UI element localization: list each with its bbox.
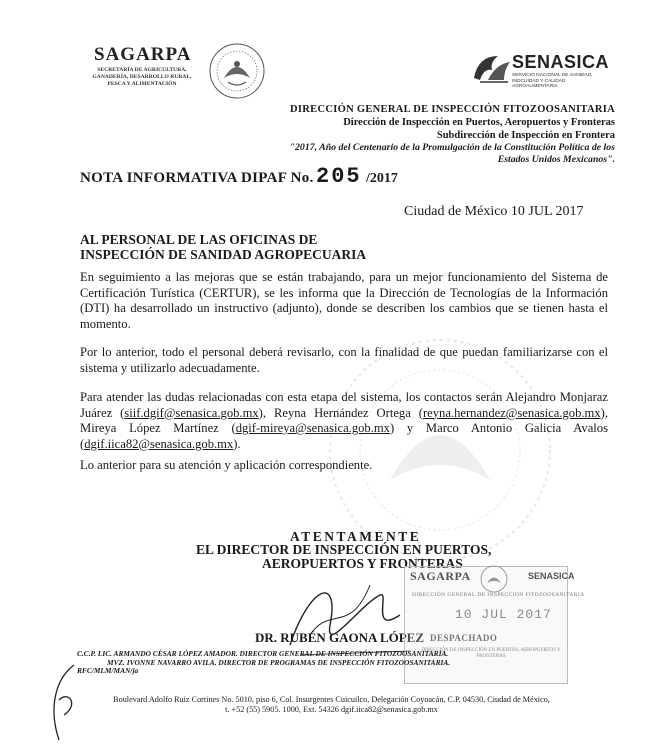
department-motto-2: Estados Unidos Mexicanos". xyxy=(497,154,615,165)
stamp-sagarpa-logo: SAGARPA xyxy=(410,569,471,583)
city-date: Ciudad de México 10 JUL 2017 xyxy=(404,204,584,219)
department-header xyxy=(230,103,615,166)
ccp-line-1: C.C.P. LIC. ARMANDO CÉSAR LÓPEZ AMADOR. DIRECTOR GENERAL DE INSPECCIÓN FITOZOOSANITARIA. xyxy=(77,649,449,658)
closing-salutation: ATENTAMENTE xyxy=(290,529,422,544)
sagarpa-subtitle: SECRETARÍA DE AGRICULTURA, GANADERÍA, DESARROLLO RURAL, PESCA Y ALIMENTACIÓN xyxy=(92,67,192,87)
ccp-line-2: MVZ. IVONNE NAVARRO AVILA. DIRECTOR DE PROGRAMAS DE INSPECCIÓN FITOZOOSANITARIA. xyxy=(107,657,451,667)
memo-number: 205 xyxy=(316,164,362,189)
paragraph-3-text: ) y Marco Antonio Galicia Avalos ( xyxy=(80,421,608,451)
signer-name: DR. RUBÉN GAONA LÓPEZ xyxy=(255,630,425,645)
email-link[interactable]: dgif.iica82@senasica.gob.mx xyxy=(84,436,234,451)
email-link[interactable]: dgif-mireya@senasica.gob.mx xyxy=(235,421,390,435)
department-line-2: Dirección de Inspección en Puertos, Aeropuertos y Fronteras xyxy=(343,117,615,128)
senasica-emblem-icon xyxy=(470,50,514,86)
paragraph-3-text: ), Mireya López Martínez ( xyxy=(80,405,608,435)
stamp-status: DESPACHADO xyxy=(430,633,498,643)
stamp-senasica-logo: SENASICA xyxy=(528,571,575,581)
email-link[interactable]: reyna.hernandez@senasica.gob.mx xyxy=(422,405,601,420)
stamp-date: 10 JUL 2017 xyxy=(455,607,552,622)
carbon-copy xyxy=(77,650,537,676)
addressee-line-1: AL PERSONAL DE LAS OFICINAS DE xyxy=(80,232,318,247)
paragraph-3-text: ), Reyna Hernández Ortega ( xyxy=(258,405,423,420)
signer-title-line-1: EL DIRECTOR DE INSPECCIÓN EN PUERTOS, xyxy=(196,542,492,557)
sagarpa-logo: SAGARPA xyxy=(94,44,192,65)
addressee xyxy=(80,232,366,262)
department-line-3: Subdirección de Inspección en Frontera xyxy=(436,130,615,141)
handwritten-initials xyxy=(44,660,84,745)
senasica-logo: SENASICA xyxy=(512,52,610,72)
footer-line-2: t. +52 (55) 5905. 1000, Ext. 54326 dgif.iica82@senasica.gob.mx xyxy=(225,705,438,714)
footer-address xyxy=(104,695,559,715)
paragraph-1: En seguimiento a las mejoras que se están trabajando, para un mejor funcionamiento del Sistema de Certificación Turística (CERTUR), se les informa que la Dirección de Tecnologías de la Información (DTI) ha desarrollado un instructivo (adjunto), donde se describen los cambios que se tienen hasta el momento. xyxy=(80,270,608,331)
ccp-initials: RFC/MLM/MAN/ja xyxy=(77,666,139,676)
stamp-seal-icon xyxy=(478,564,510,594)
stamp-department: DIRECCIÓN GENERAL DE INSPECCIÓN FITOZOOSANITARIA xyxy=(412,592,585,598)
department-line-1: DIRECCIÓN GENERAL DE INSPECCIÓN FITOZOOSANITARIA xyxy=(290,104,615,115)
department-motto-1: "2017, Año del Centenario de la Promulgación de la Constitución Política de los xyxy=(289,142,615,153)
footer-line-1: Boulevard Adolfo Ruiz Cortines No. 5010, piso 6, Col. Insurgentes Cuicuilco, Delegación Coyoacán, C.P. 04530, Ciudad de México, xyxy=(113,695,550,704)
signer-title-line-2: AEROPUERTOS Y FRONTERAS xyxy=(262,556,463,571)
memo-year: /2017 xyxy=(366,171,398,186)
memo-label: NOTA INFORMATIVA DIPAF No. xyxy=(80,170,314,186)
paragraph-3-text: Para atender las dudas relacionadas con esta etapa del sistema, los contactos serán Alejandro Monjaraz Juárez ( xyxy=(80,390,608,420)
paragraph-3-text: ). xyxy=(233,436,241,451)
senasica-subtitle: SERVICIO NACIONAL DE SANIDAD, INOCUIDAD Y CALIDAD AGROALIMENTARIA xyxy=(512,73,593,90)
paragraph-3 xyxy=(80,390,608,452)
mexican-seal-icon xyxy=(206,42,268,100)
paragraph-2: Por lo anterior, todo el personal deberá revisarlo, con la finalidad de que puedan familiarizarse con el sistema y utilizarlo adecuadamente. xyxy=(80,345,608,375)
email-link[interactable]: siif.dgif@senasica.gob.mx xyxy=(124,405,259,420)
stamp-fine-print: DIRECCIÓN DE INSPECCIÓN EN PUERTOS, AEROPUERTOS Y FRONTERAS xyxy=(421,648,561,659)
paragraph-4: Lo anterior para su atención y aplicación correspondiente. xyxy=(80,458,373,472)
addressee-line-2: INSPECCIÓN DE SANIDAD AGROPECUARIA xyxy=(80,247,367,262)
